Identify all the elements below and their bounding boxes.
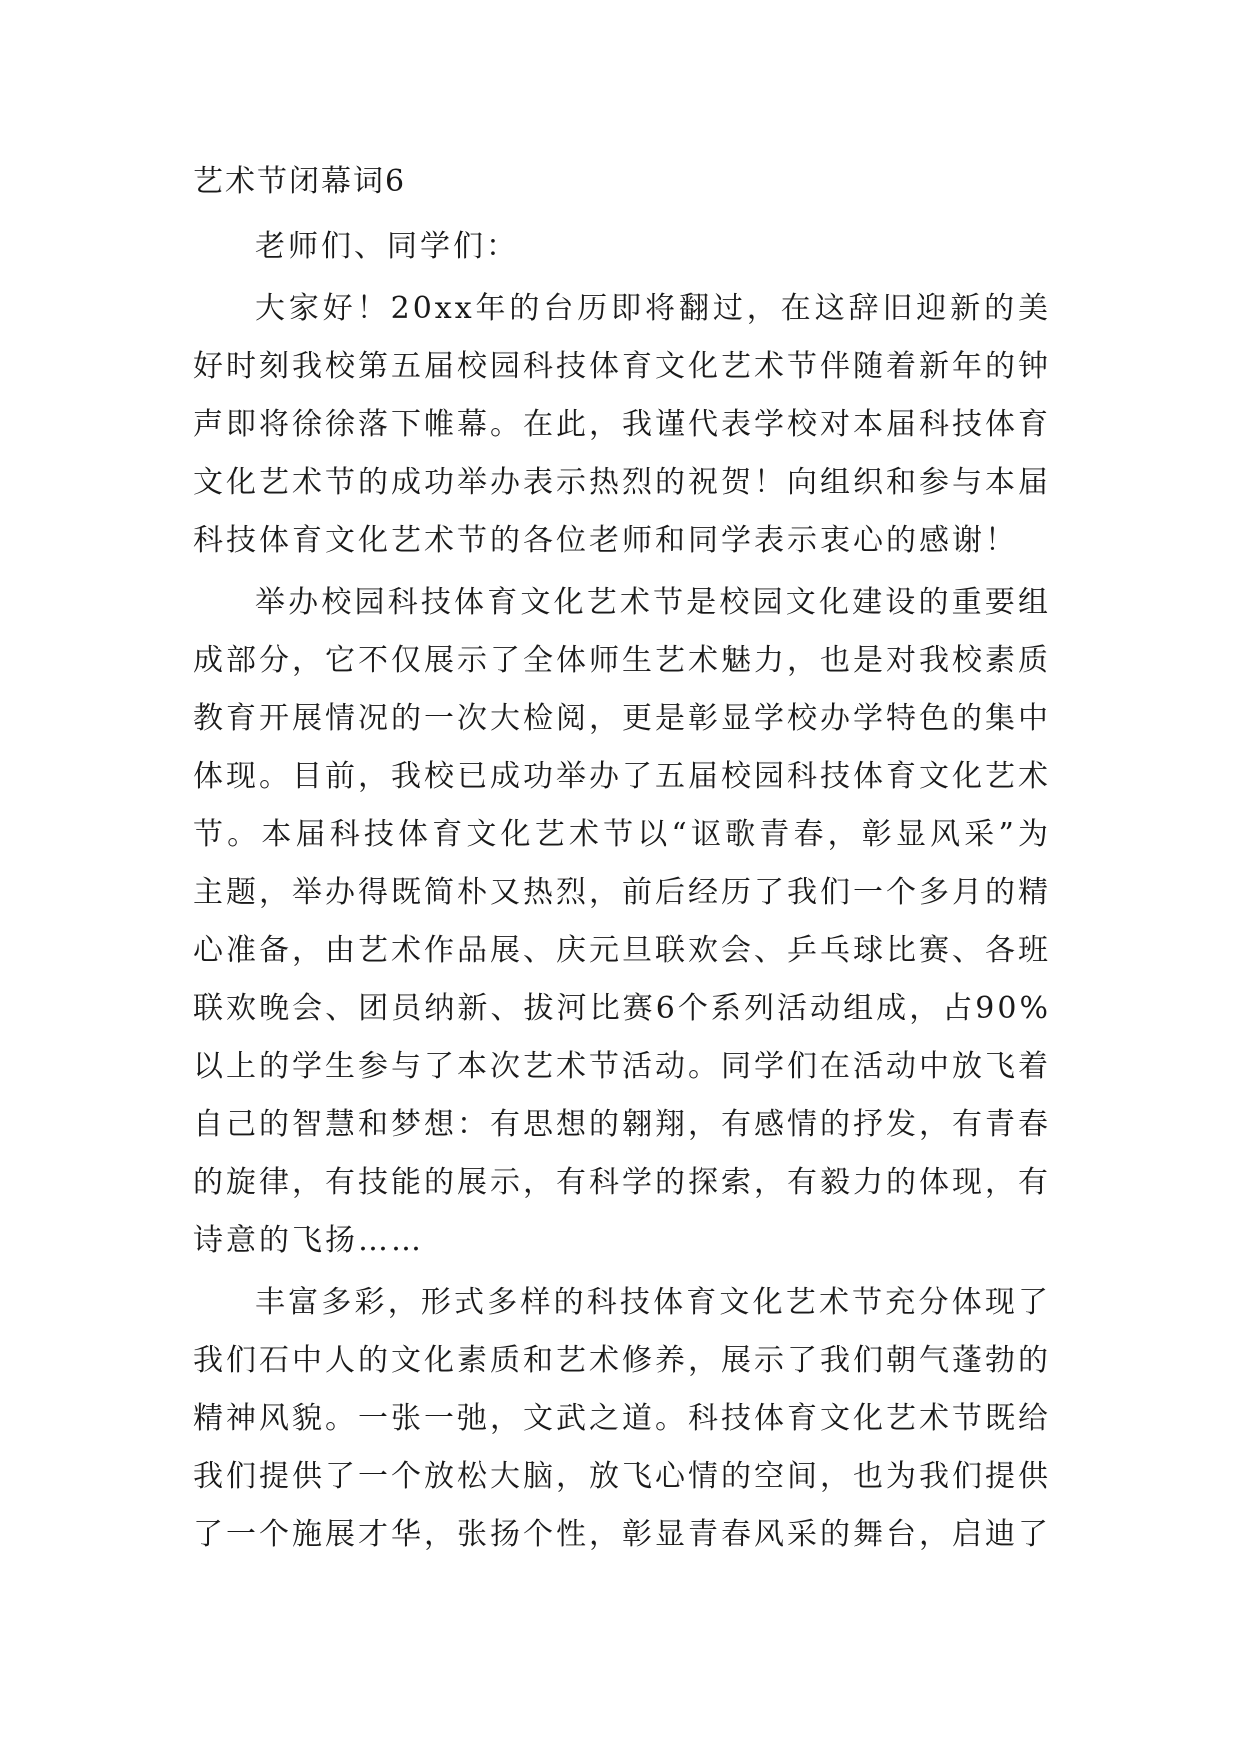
document-title: 艺术节闭幕词6: [193, 164, 407, 199]
salutation-paragraph: 老师们、同学们：: [255, 229, 519, 264]
festival-significance-paragraph: 丰富多彩，形式多样的科技体育文化艺术节充分体现了我们石中人的文化素质和艺术修养，展示了我们朝气蓬勃的精神风貌。一张一弛，文武之道。科技体育文化艺术节既给我们提供了一个放松大脑，放飞心情的空间，也为我们提供了一个施展才华，张扬个性，彰显青春风采的舞台，启迪了: [193, 1285, 1051, 1552]
festival-overview-paragraph: 举办校园科技体育文化艺术节是校园文化建设的重要组成部分，它不仅展示了全体师生艺术魅力，也是对我校素质教育开展情况的一次大检阅，更是彰显学校办学特色的集中体现。目前，我校已成功举办了五届校园科技体育文化艺术节。本届科技体育文化艺术节以“讴歌青春，彰显风采”为主题，举办得既简朴又热烈，前后经历了我们一个多月的精心准备，由艺术作品展、庆元旦联欢会、乒乓球比赛、各班联欢晚会、团员纳新、拔河比赛6个系列活动组成，占90%以上的学生参与了本次艺术节活动。同学们在活动中放飞着自己的智慧和梦想：有思想的翱翔，有感情的抒发，有青春的旋律，有技能的展示，有科学的探索，有毅力的体现，有诗意的飞扬……: [193, 585, 1051, 1258]
greeting-paragraph: 大家好！20xx年的台历即将翻过，在这辞旧迎新的美好时刻我校第五届校园科技体育文化艺术节伴随着新年的钟声即将徐徐落下帷幕。在此，我谨代表学校对本届科技体育文化艺术节的成功举办表示热烈的祝贺！向组织和参与本届科技体育文化艺术节的各位老师和同学表示衷心的感谢！: [193, 291, 1051, 558]
document-body: [193, 218, 1051, 1568]
